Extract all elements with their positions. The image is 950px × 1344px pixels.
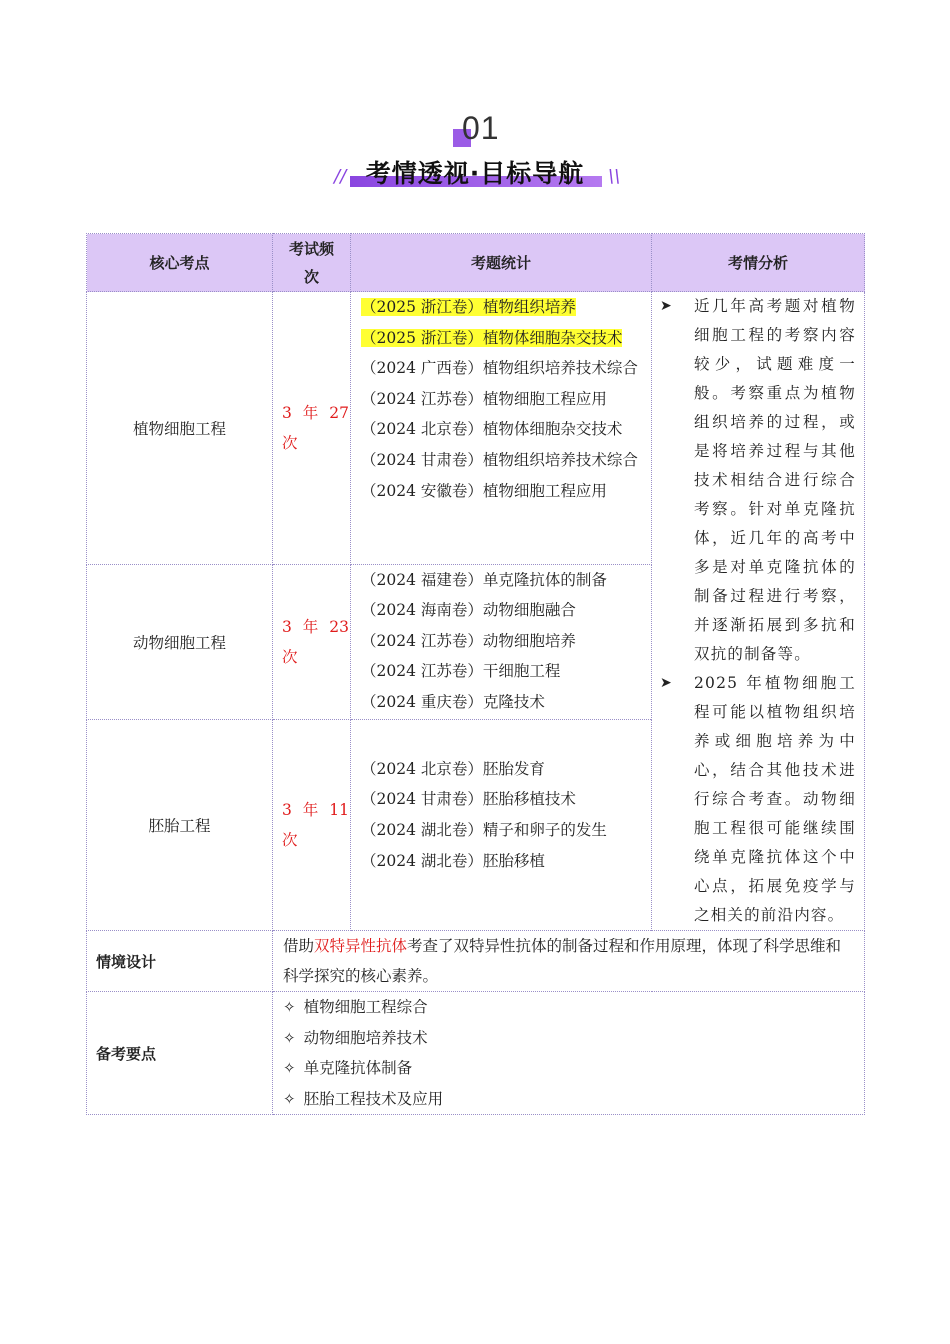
section-number: 01: [462, 110, 500, 146]
statistics-cell: [351, 720, 652, 931]
prep-item-text: 单克隆抗体制备: [303, 1059, 413, 1077]
analysis-paragraph: [660, 292, 856, 669]
list-item: （2024 海南卷）动物细胞融合: [361, 601, 576, 620]
four-point-star-icon: ✧: [283, 1028, 296, 1047]
scene-label: 情境设计: [87, 931, 273, 992]
section-title: 考情透视·目标导航: [365, 159, 585, 188]
highlighted-item: （2025 浙江卷）植物组织培养: [361, 298, 576, 316]
prep-item-text: 胚胎工程技术及应用: [303, 1089, 444, 1108]
scene-text-before: 借助: [283, 937, 315, 955]
arrowhead-icon: ➤: [660, 298, 673, 314]
four-point-star-icon: ✧: [283, 998, 296, 1016]
slash-right-decoration: \\: [608, 166, 621, 187]
prep-row: [87, 992, 865, 1115]
four-point-star-icon: ✧: [283, 1059, 296, 1077]
frequency-line1: 3 年 23: [282, 617, 349, 636]
frequency-line2: 次: [282, 433, 298, 452]
prep-list-cell: [273, 992, 865, 1115]
frequency-cell: [273, 564, 351, 719]
frequency-line2: 次: [282, 647, 298, 666]
list-item: （2024 安徽卷）植物细胞工程应用: [361, 481, 607, 500]
table-header-row: [87, 234, 865, 292]
list-item: （2024 湖北卷）精子和卵子的发生: [361, 821, 607, 839]
col-header-frequency-line1: 考试频: [288, 239, 334, 258]
exam-analysis-table: [86, 233, 865, 1115]
scene-text-after: 考查了双特异性抗体的制备过程和作用原理，体现了科学思维和科学探究的核心素养。: [283, 937, 842, 985]
table-row: [87, 292, 865, 565]
analysis-paragraph: [660, 669, 856, 930]
col-header-analysis: 考情分析: [652, 234, 865, 292]
list-item: （2024 湖北卷）胚胎移植: [361, 851, 545, 870]
prep-label: 备考要点: [87, 992, 273, 1115]
scene-text-cell: [273, 931, 865, 992]
list-item: （2024 北京卷）植物体细胞杂交技术: [361, 420, 623, 439]
highlighted-item: （2025 浙江卷）植物体细胞杂交技术: [361, 328, 623, 347]
scene-row: [87, 931, 865, 992]
section-title-wrap: [330, 154, 620, 194]
list-item: （2024 甘肃卷）植物组织培养技术综合: [361, 450, 638, 469]
slash-left-decoration: //: [334, 166, 347, 187]
analysis-text: 近几年高考题对植物细胞工程的考察内容较少，试题难度一般。考察重点为植物组织培养的过程，或是将培养过程与其他技术相结合进行综合考察。针对单克隆抗体，近几年的高考中多是对单克隆抗体的制备过程进行考察，并逐渐拓展到多抗和双抗的制备等。: [694, 297, 856, 663]
prep-item-text: 动物细胞培养技术: [303, 1028, 428, 1047]
topic-cell: 动物细胞工程: [87, 564, 273, 719]
list-item: （2024 福建卷）单克隆抗体的制备: [361, 570, 607, 589]
section-number-badge: [450, 112, 510, 152]
statistics-cell: [351, 292, 652, 565]
col-header-topic: 核心考点: [87, 234, 273, 292]
arrowhead-icon: ➤: [660, 675, 673, 691]
list-item: （2024 江苏卷）植物细胞工程应用: [361, 389, 607, 408]
section-header: [0, 108, 950, 198]
list-item: （2024 江苏卷）动物细胞培养: [361, 631, 576, 650]
analysis-cell: [652, 292, 865, 931]
topic-cell: 胚胎工程: [87, 720, 273, 931]
list-item: [361, 323, 645, 354]
prep-item-text: 植物细胞工程综合: [303, 998, 428, 1016]
topic-cell: 植物细胞工程: [87, 292, 273, 565]
four-point-star-icon: ✧: [283, 1089, 296, 1108]
list-item: （2024 北京卷）胚胎发育: [361, 759, 545, 778]
analysis-text: 2025 年植物细胞工程可能以植物组织培养或细胞培养为中心，结合其他技术进行综合考查。动物细胞工程很可能继续围绕单克隆抗体这个中心点，拓展免疫学与之相关的前沿内容。: [694, 674, 856, 924]
frequency-cell: [273, 720, 351, 931]
col-header-frequency-line2: 次: [303, 267, 319, 286]
list-item: （2024 江苏卷）干细胞工程: [361, 662, 561, 681]
col-header-statistics: 考题统计: [351, 234, 652, 292]
prep-item: [283, 992, 864, 1023]
frequency-line1: 3 年 11: [282, 801, 349, 819]
statistics-cell: [351, 564, 652, 719]
prep-item: [283, 1023, 864, 1054]
list-item: （2024 甘肃卷）胚胎移植技术: [361, 790, 576, 809]
frequency-line1: 3 年 27: [282, 403, 349, 422]
frequency-line2: 次: [282, 831, 298, 849]
scene-highlight: 双特异性抗体: [314, 937, 408, 955]
prep-item: [283, 1053, 864, 1084]
list-item: （2024 广西卷）植物组织培养技术综合: [361, 359, 638, 378]
frequency-cell: [273, 292, 351, 565]
prep-item: [283, 1084, 864, 1115]
col-header-frequency: [273, 234, 351, 292]
list-item: [361, 292, 645, 323]
list-item: （2024 重庆卷）克隆技术: [361, 692, 545, 711]
